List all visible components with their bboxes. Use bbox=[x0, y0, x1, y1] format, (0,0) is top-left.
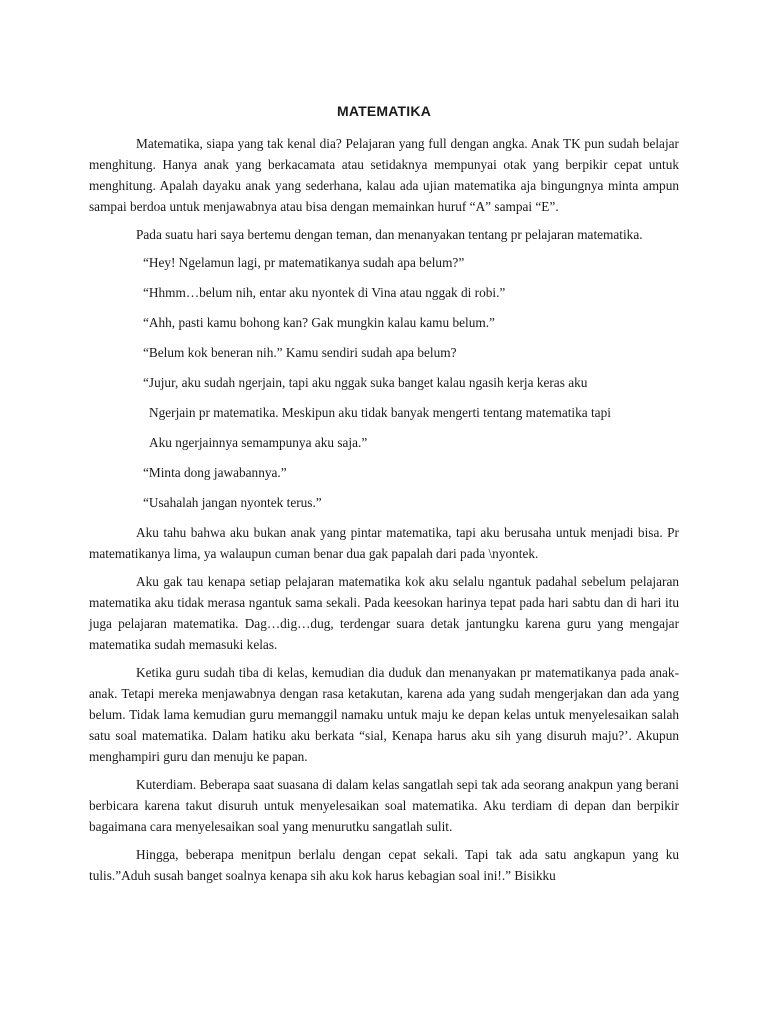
dialog-line: “Minta dong jawabannya.” bbox=[143, 465, 287, 480]
paragraph-minutes-pass: Hingga, beberapa menitpun berlalu dengan cepat sekali. Tapi tak ada satu angkapun yang ku tulis.”Aduh susah banget soalnya kenapa sih aku kok harus kebagian soal ini!.” Bisikku bbox=[89, 847, 679, 883]
dialog-line-continued: Ngerjain pr matematika. Meskipun aku tidak banyak mengerti tentang matematika tapi bbox=[149, 405, 611, 420]
paragraph-sleepy: Aku gak tau kenapa setiap pelajaran matematika kok aku selalu ngantuk padahal sebelum pelajaran matematika aku tidak merasa ngantuk sama sekali. Pada keesokan harinya tepat pada hari sabtu dan di hari itu juga pelajaran matematika. Dag…dig…dug, terdengar suara detak jantungku karena guru yang mengajar matematika sudah memasuki kelas. bbox=[89, 574, 679, 652]
page-title: MATEMATIKA bbox=[336, 103, 432, 119]
dialog-line: “Belum kok beneran nih.” Kamu sendiri sudah apa belum? bbox=[143, 345, 457, 360]
dialog-line: “Ahh, pasti kamu bohong kan? Gak mungkin kalau kamu belum.” bbox=[143, 315, 495, 330]
dialog-line: “Hhmm…belum nih, entar aku nyontek di Vina atau nggak di robi.” bbox=[143, 285, 506, 300]
dialog-line-continued: Aku ngerjainnya semampunya aku saja.” bbox=[149, 435, 368, 450]
dialog-line: “Jujur, aku sudah ngerjain, tapi aku nggak suka banget kalau ngasih kerja keras aku bbox=[143, 375, 588, 390]
dialog-line: “Usahalah jangan nyontek terus.” bbox=[143, 495, 322, 510]
paragraph-not-smart: Aku tahu bahwa aku bukan anak yang pintar matematika, tapi aku berusaha untuk menjadi bisa. Pr matematikanya lima, ya walaupun cuman benar dua gak papalah dari pada \nyontek. bbox=[89, 525, 679, 561]
paragraph-teacher-arrives: Ketika guru sudah tiba di kelas, kemudian dia duduk dan menanyakan pr matematikanya pada anak-anak. Tetapi mereka menjawabnya dengan rasa ketakutan, karena ada yang sudah mengerjakan dan ada yang belum. Tidak lama kemudian guru memanggil namaku untuk maju ke depan kelas untuk menyelesaikan salah satu soal matematika. Dalam hatiku aku berkata “sial, Kenapa harus aku sih yang disuruh maju?’. Akupun menghampiri guru dan menuju ke papan. bbox=[89, 665, 679, 764]
paragraph-meeting: Pada suatu hari saya bertemu dengan teman, dan menanyakan tentang pr pelajaran matematika. bbox=[136, 227, 643, 242]
dialog-line: “Hey! Ngelamun lagi, pr matematikanya sudah apa belum?” bbox=[143, 255, 465, 270]
paragraph-silent-class: Kuterdiam. Beberapa saat suasana di dalam kelas sangatlah sepi tak ada seorang anakpun yang berani berbicara karena takut disuruh untuk menyelesaikan soal matematika. Aku terdiam di depan dan berpikir bagaimana cara menyelesaikan soal yang menurutku sangatlah sulit. bbox=[89, 777, 679, 834]
paragraph-intro: Matematika, siapa yang tak kenal dia? Pelajaran yang full dengan angka. Anak TK pun sudah belajar menghitung. Hanya anak yang berkacamata atau setidaknya mempunyai otak yang berpikir cepat untuk menghitung. Apalah dayaku anak yang sederhana, kalau ada ujian matematika aja bingungnya minta ampun sampai berdoa untuk menjawabnya atau bisa dengan memainkan huruf “A” sampai “E”. bbox=[89, 136, 679, 214]
